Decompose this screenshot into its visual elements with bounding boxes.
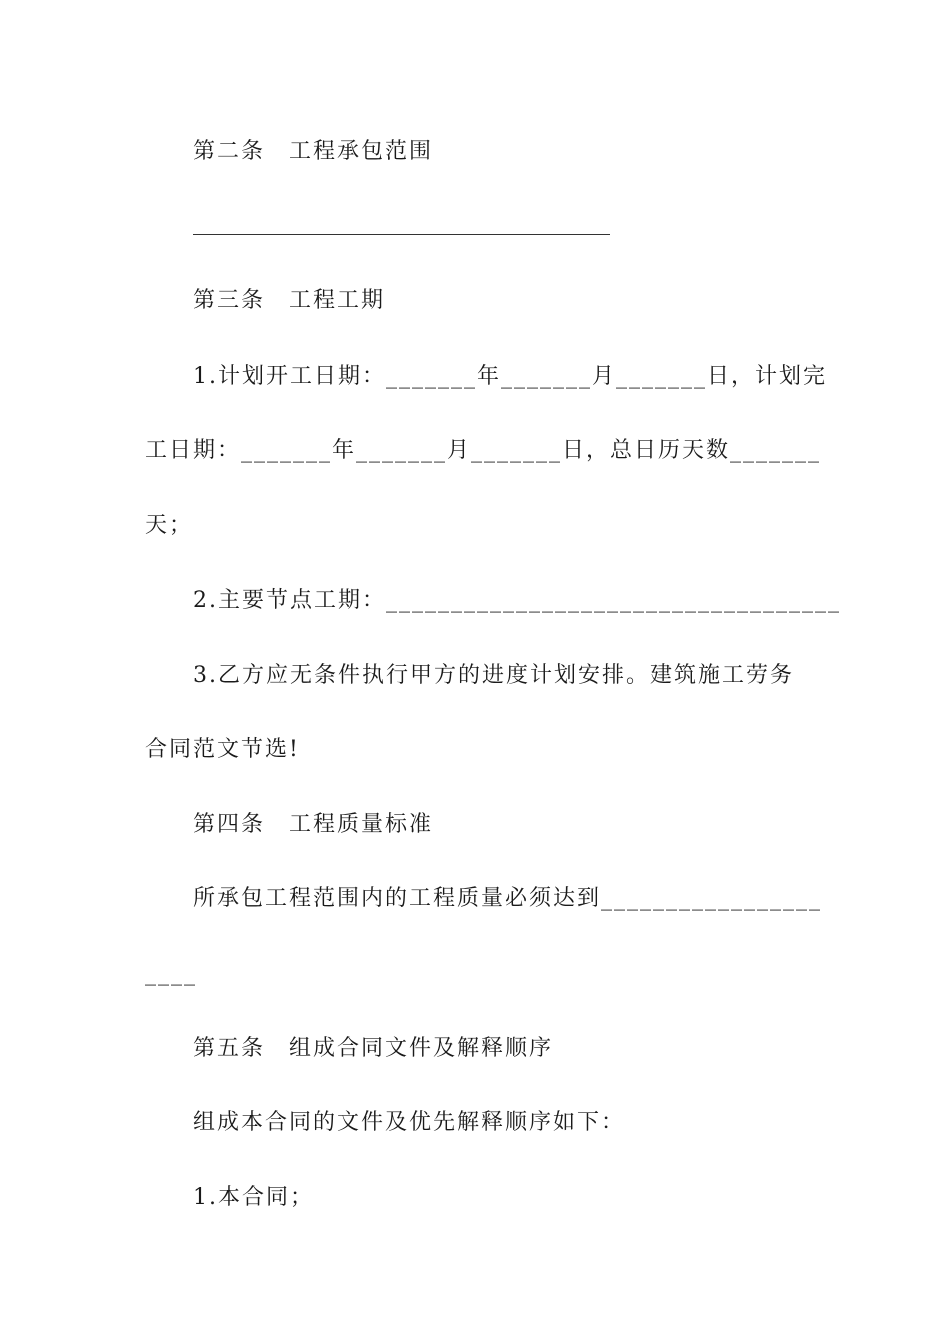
article-5-item-1: 1.本合同； [193, 1185, 314, 1210]
article-2-blank-line [193, 234, 610, 235]
item-3-line-2: 合同范文节选! [145, 737, 300, 762]
item-1-line-1: 1.计划开工日期：_______年_______月_______日，计划完 [193, 364, 827, 389]
article-4-heading: 第四条 工程质量标准 [193, 812, 434, 837]
article-5-heading: 第五条 组成合同文件及解释顺序 [193, 1036, 554, 1061]
item-1-line-2: 工日期：_______年_______月_______日，总日历天数_______ [145, 438, 822, 463]
article-2-heading: 第二条 工程承包范围 [193, 139, 434, 164]
item-2: 2.主要节点工期：___________________________________ [193, 588, 841, 613]
article-3-heading: 第三条 工程工期 [193, 288, 386, 313]
item-3-line-1: 3.乙方应无条件执行甲方的进度计划安排。建筑施工劳务 [193, 663, 794, 688]
article-5-intro: 组成本合同的文件及优先解释顺序如下： [193, 1110, 626, 1135]
item-1-line-3: 天； [145, 513, 194, 538]
article-4-line-2: ____ [145, 961, 197, 986]
article-4-line-1: 所承包工程范围内的工程质量必须达到_________________ [193, 886, 823, 911]
